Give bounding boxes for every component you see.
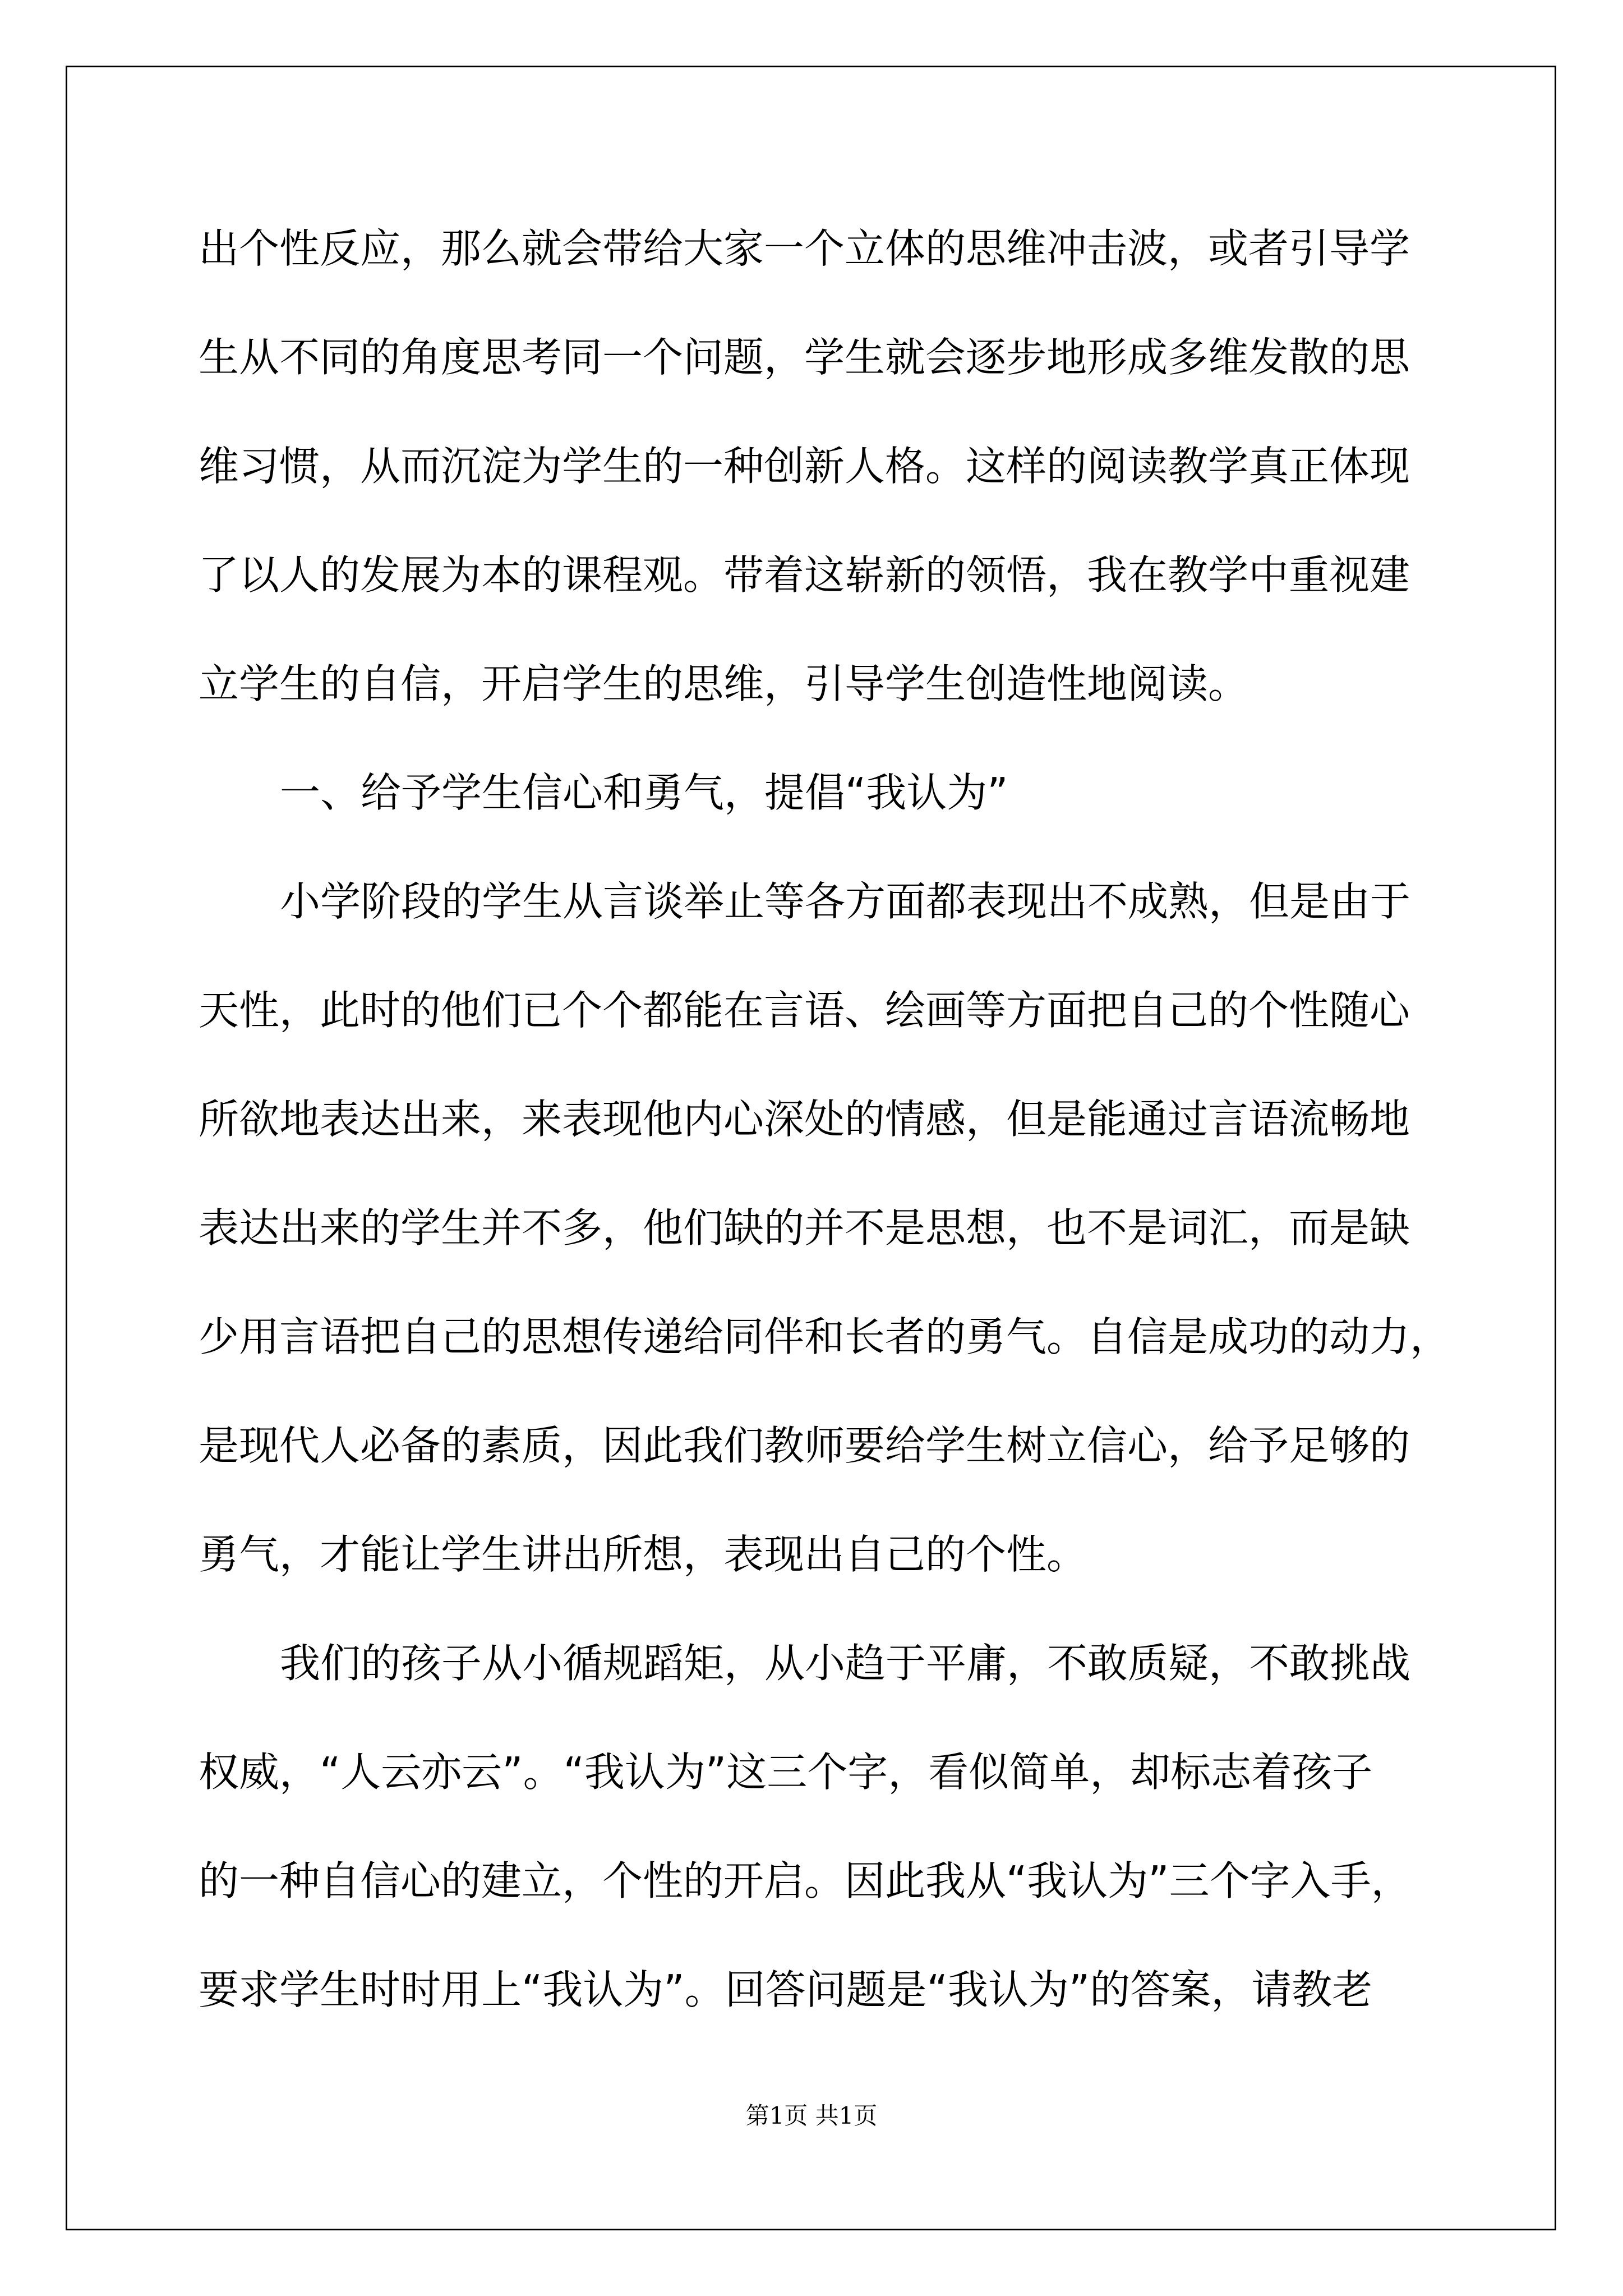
text-line: 表达出来的学生并不多，他们缺的并不是思想，也不是词汇，而是缺 bbox=[199, 1204, 1410, 1251]
section-heading: 一、给予学生信心和勇气，提倡“我认为” bbox=[280, 769, 1008, 816]
text-line: 生从不同的角度思考同一个问题，学生就会逐步地形成多维发散的思 bbox=[199, 334, 1410, 381]
text-line: 是现代人必备的素质，因此我们教师要给学生树立信心，给予足够的 bbox=[199, 1422, 1410, 1469]
text-line: 出个性反应，那么就会带给大家一个立体的思维冲击波，或者引导学 bbox=[199, 225, 1410, 272]
text-line: 天性，此时的他们已个个都能在言语、绘画等方面把自己的个性随心 bbox=[199, 987, 1410, 1034]
text-line: 所欲地表达出来，来表现他内心深处的情感，但是能通过言语流畅地 bbox=[199, 1096, 1410, 1143]
text-line: 小学阶段的学生从言谈举止等各方面都表现出不成熟，但是由于 bbox=[280, 878, 1411, 925]
text-line: 权威，“人云亦云”。“我认为”这三个字，看似简单，却标志着孩子 bbox=[199, 1749, 1373, 1796]
text-line: 立学生的自信，开启学生的思维，引导学生创造性地阅读。 bbox=[199, 660, 1249, 707]
text-line: 的一种自信心的建立，个性的开启。因此我从“我认为”三个字入手， bbox=[199, 1857, 1412, 1904]
page-footer: 第1页 共1页 bbox=[745, 2102, 878, 2129]
text-line: 勇气，才能让学生讲出所想，表现出自己的个性。 bbox=[199, 1531, 1087, 1578]
text-line: 维习惯，从而沉淀为学生的一种创新人格。这样的阅读教学真正体现 bbox=[199, 443, 1410, 490]
document-body bbox=[199, 218, 1451, 2068]
text-line: 我们的孩子从小循规蹈矩，从小趋于平庸，不敢质疑，不敢挑战 bbox=[280, 1640, 1411, 1687]
text-line: 了以人的发展为本的课程观。带着这崭新的领悟，我在教学中重视建 bbox=[199, 551, 1410, 599]
text-line: 要求学生时时用上“我认为”。回答问题是“我认为”的答案，请教老 bbox=[199, 1966, 1373, 2013]
text-line: 少用言语把自己的思想传递给同伴和长者的勇气。自信是成功的动力， bbox=[199, 1313, 1451, 1360]
